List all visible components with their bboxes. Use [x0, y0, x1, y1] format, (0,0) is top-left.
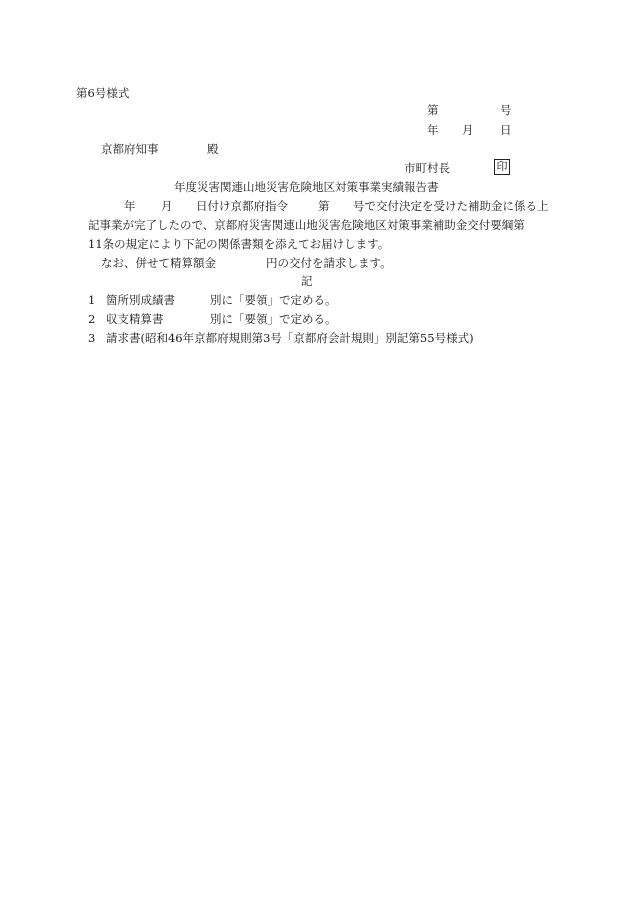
body-line1-rest: 号で交付決定を受けた補助金に係る上 [353, 199, 549, 213]
item-name: 収支精算書 [106, 312, 164, 326]
date-day: 日 [500, 123, 512, 137]
body-line4-lead: なお、併せて精算額金 [101, 256, 216, 270]
sender-title: 市町村長 [404, 161, 450, 175]
addressee-honorific: 殿 [207, 142, 219, 156]
ki-heading: 記 [301, 274, 313, 288]
item-note: 別に「要領」で定める。 [210, 293, 337, 307]
body-month: 月 [161, 199, 173, 213]
form-number: 第6号様式 [76, 86, 130, 100]
doc-number-dai: 第 [427, 103, 439, 117]
date-month: 月 [462, 123, 474, 137]
seal-mark: 印 [494, 159, 510, 175]
body-line4-rest: 円の交付を請求します。 [266, 256, 392, 270]
date-year: 年 [427, 123, 439, 137]
body-line2: 記事業が完了したので、京都府災害関連山地災害危険地区対策事業補助金交付要綱第 [88, 218, 525, 232]
item-number: 2 [88, 312, 96, 326]
item-name: 箇所別成績書 [106, 293, 175, 307]
item-number: 3 [88, 331, 96, 345]
report-title: 年度災害関連山地災害危険地区対策事業実績報告書 [174, 180, 439, 194]
body-line3: 11条の規定により下記の関係書類を添えてお届けします。 [88, 237, 390, 251]
doc-number-go: 号 [500, 103, 512, 117]
item-number: 1 [88, 293, 96, 307]
item-name: 請求書(昭和46年京都府規則第3号「京都府会計規則」別記第55号様式) [106, 331, 474, 345]
body-dai: 第 [318, 199, 330, 213]
body-dated: 日付け京都府指令 [196, 199, 288, 213]
body-year: 年 [124, 199, 136, 213]
addressee-name: 京都府知事 [101, 142, 159, 156]
item-note: 別に「要領」で定める。 [210, 312, 337, 326]
